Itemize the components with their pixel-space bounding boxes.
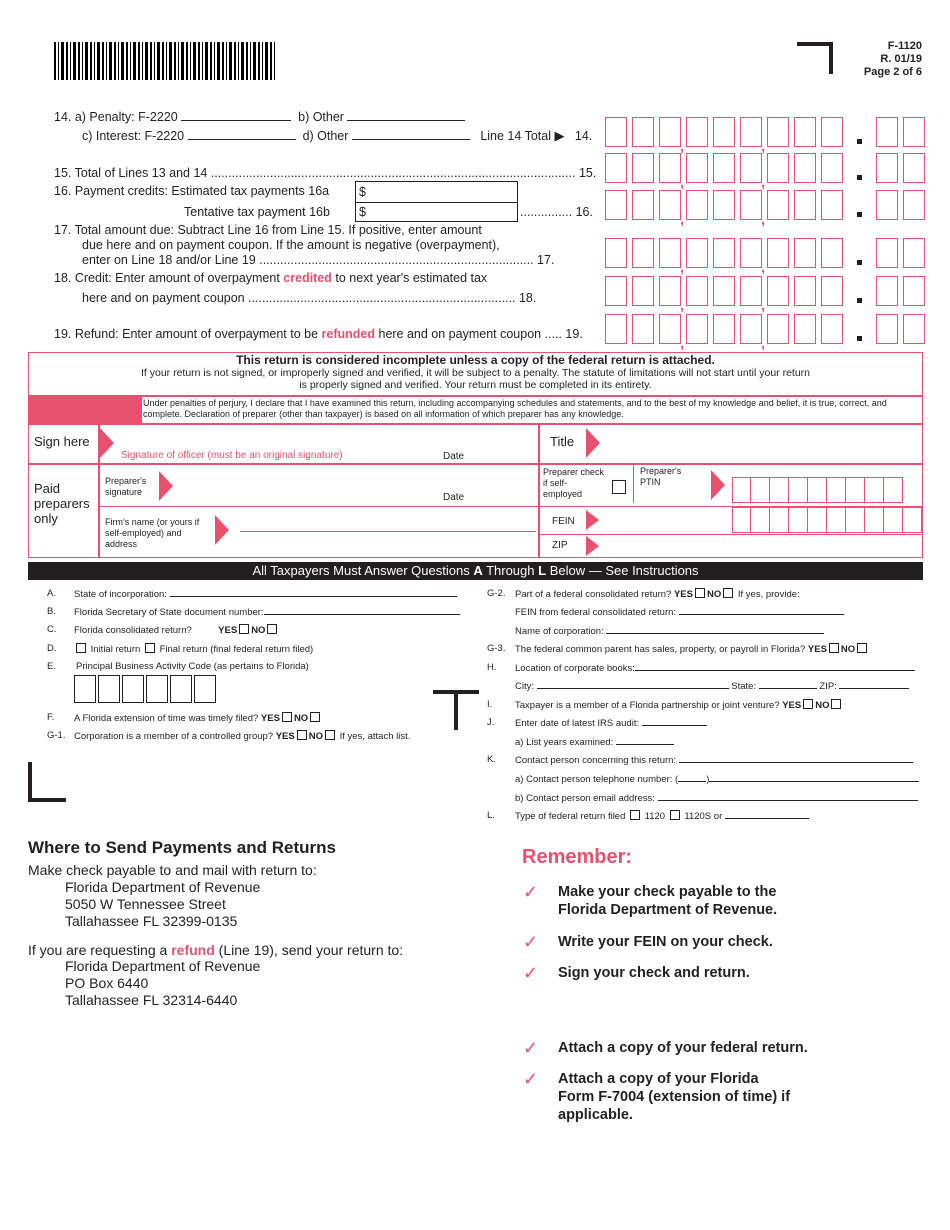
cents-box[interactable] — [903, 153, 925, 183]
1120-checkbox[interactable] — [630, 810, 640, 820]
registration-mark — [28, 762, 66, 802]
zip-label: ZIP — [552, 540, 568, 551]
phone-input[interactable] — [709, 773, 919, 782]
page-number: Page 2 of 6 — [863, 66, 922, 78]
digit-box[interactable] — [732, 477, 751, 503]
comma-separator: , — [680, 138, 684, 154]
digit-box[interactable] — [740, 117, 765, 154]
digit-box[interactable] — [789, 507, 808, 533]
cents-box[interactable] — [876, 276, 898, 306]
remember-item: Attach a copy of your federal return. — [558, 1040, 808, 1056]
remember-item: Attach a copy of your Florida Form F-7004 (extension of time) if applicable. — [558, 1071, 791, 1123]
comma-separator: , — [680, 259, 684, 275]
remember-item: Write your FEIN on your check. — [558, 934, 773, 950]
arrow-icon — [586, 428, 600, 458]
digit-box[interactable] — [827, 477, 846, 503]
question-kb: b) Contact person email address: — [515, 792, 918, 805]
digit-box[interactable] — [821, 117, 843, 147]
comma-separator: , — [680, 335, 684, 351]
letter-f: F. — [47, 712, 55, 723]
g2-name-input[interactable] — [606, 625, 824, 634]
digit-box[interactable] — [686, 238, 708, 268]
line-17a: 17. Total amount due: Subtract Line 16 from Line 15. If positive, enter amount — [54, 223, 482, 237]
check-icon: ✓ — [523, 963, 539, 983]
contact-input[interactable] — [679, 754, 913, 763]
letter-b: B. — [47, 606, 56, 617]
digit-box[interactable] — [884, 507, 903, 533]
divider — [538, 424, 540, 558]
arrow-icon — [711, 470, 725, 500]
question-c: Florida consolidated return? YES NO — [74, 624, 279, 637]
decimal-point — [857, 139, 862, 144]
digit-box[interactable] — [821, 238, 843, 268]
comma-separator: , — [761, 259, 765, 275]
f-no-checkbox[interactable] — [310, 712, 320, 722]
line-14a: 14. a) Penalty: F-2220 b) Other — [54, 110, 465, 125]
check-icon: ✓ — [523, 932, 539, 952]
line-16-num: ............... 16. — [520, 205, 593, 219]
letter-a: A. — [47, 588, 56, 599]
form-number: F-1120 — [887, 40, 922, 52]
digit-box[interactable] — [767, 314, 789, 344]
letter-l: L. — [487, 810, 495, 821]
question-l: Type of federal return filed 1120 1120S or — [515, 810, 809, 823]
cents-box[interactable] — [876, 314, 898, 344]
f-yes-checkbox[interactable] — [282, 712, 292, 722]
digit-box[interactable] — [794, 276, 816, 306]
digit-box[interactable] — [740, 276, 765, 313]
cents-box[interactable] — [876, 190, 898, 220]
cents-box[interactable] — [903, 238, 925, 268]
arrow-icon — [586, 536, 599, 556]
code-box[interactable] — [146, 675, 168, 703]
digit-box[interactable] — [884, 477, 903, 503]
line-16b: Tentative tax payment 16b — [184, 205, 330, 219]
paid-preparers-label: Paid preparers only — [34, 481, 90, 526]
divider — [28, 395, 923, 397]
check-icon: ✓ — [523, 1069, 539, 1089]
digit-box[interactable] — [751, 507, 770, 533]
registration-mark — [797, 42, 833, 74]
digit-box[interactable] — [846, 477, 865, 503]
digit-box[interactable] — [632, 276, 654, 306]
cents-box[interactable] — [876, 238, 898, 268]
decimal-point — [857, 175, 862, 180]
cents-box[interactable] — [903, 276, 925, 306]
comma-separator: , — [761, 335, 765, 351]
i-yes-checkbox[interactable] — [803, 699, 813, 709]
digit-box[interactable] — [821, 276, 843, 306]
digit-box[interactable] — [767, 238, 789, 268]
digit-box[interactable] — [605, 238, 627, 268]
16b-input[interactable]: $ — [355, 202, 518, 222]
code-box[interactable] — [170, 675, 192, 703]
letter-g1: G-1. — [47, 730, 66, 741]
question-k: Contact person concerning this return: — [515, 754, 913, 767]
address-line: Tallahassee FL 32314-6440 — [65, 992, 238, 1008]
digit-box[interactable] — [605, 117, 627, 147]
city-input[interactable] — [537, 680, 729, 689]
digit-box[interactable] — [770, 477, 789, 503]
g2-yes-checkbox[interactable] — [695, 588, 705, 598]
c-yes-checkbox[interactable] — [239, 624, 249, 634]
initial-checkbox[interactable] — [76, 643, 86, 653]
digit-box[interactable] — [767, 276, 789, 306]
digit-box[interactable] — [632, 238, 654, 268]
decimal-point — [857, 298, 862, 303]
ptin-input[interactable] — [732, 477, 903, 503]
g2-no-checkbox[interactable] — [723, 588, 733, 598]
cents-box[interactable] — [876, 153, 898, 183]
digit-box[interactable] — [713, 314, 735, 344]
question-g2: Part of a federal consolidated return? YES NO If yes, provide: — [515, 589, 800, 600]
digit-box[interactable] — [740, 238, 765, 275]
send-check-text: Make check payable to and mail with return to: — [28, 862, 317, 878]
line-17b: due here and on payment coupon. If the amount is negative (overpayment), — [82, 238, 500, 252]
letter-g3: G-3. — [487, 643, 506, 654]
g2-fein-input[interactable] — [679, 606, 844, 615]
16a-input[interactable]: $ — [355, 181, 518, 203]
digit-box[interactable] — [794, 238, 816, 268]
digit-box[interactable] — [659, 314, 684, 351]
comma-separator: , — [761, 211, 765, 227]
doc-number-input[interactable] — [264, 606, 460, 615]
question-h: Location of corporate books: — [515, 662, 915, 675]
digit-box[interactable] — [767, 153, 789, 183]
letter-k: K. — [487, 754, 496, 765]
firm-field[interactable] — [240, 531, 536, 532]
g1-yes-checkbox[interactable] — [297, 730, 307, 740]
line-19: 19. Refund: Enter amount of overpayment to be refunded here and on payment coupon ..... 19. — [54, 327, 583, 341]
digit-box[interactable] — [821, 314, 843, 344]
other-b-field[interactable] — [347, 110, 465, 121]
g1-no-checkbox[interactable] — [325, 730, 335, 740]
digit-box[interactable] — [713, 238, 735, 268]
line-14c: c) Interest: F-2220 d) Other Line 14 Total ▶ 14. — [82, 128, 593, 143]
years-input[interactable] — [616, 736, 674, 745]
digit-box[interactable] — [767, 190, 789, 220]
title-label: Title — [550, 434, 575, 449]
digit-box[interactable] — [794, 314, 816, 344]
officer-signature-field[interactable]: Signature of officer (must be an original signature) — [121, 450, 343, 461]
comma-separator: , — [680, 211, 684, 227]
letter-h: H. — [487, 662, 497, 673]
question-i: Taxpayer is a member of a Florida partnership or joint venture? YES NO — [515, 699, 843, 712]
decimal-point — [857, 212, 862, 217]
question-ka: a) Contact person telephone number: ( ) — [515, 773, 919, 786]
comma-separator: , — [761, 138, 765, 154]
digit-box[interactable] — [659, 276, 684, 313]
remember-title: Remember: — [522, 846, 633, 868]
question-a: State of incorporation: — [74, 588, 457, 601]
sign-here-label: Sign here — [34, 434, 90, 449]
perjury-statement: Under penalties of perjury, I declare that I have examined this return, including accompanying schedules and statements, and to the best of my knowledge and belief, it is true, correct, and complete. Declaration of preparer (other than taxpayer) is based on all information of which preparer has any knowledge. — [143, 398, 887, 419]
digit-box[interactable] — [659, 117, 684, 154]
activity-code-input[interactable] — [74, 675, 218, 703]
digit-box[interactable] — [686, 117, 708, 147]
question-f: A Florida extension of time was timely filed? YES NO — [74, 712, 322, 725]
code-box[interactable] — [98, 675, 120, 703]
question-d: Initial return Final return (final federal return filed) — [74, 643, 313, 656]
line-16a: 16. Payment credits: Estimated tax payments 16a — [54, 184, 330, 198]
refund-text: If you are requesting a refund (Line 19), send your return to: — [28, 942, 404, 958]
digit-box[interactable] — [821, 153, 843, 183]
letter-j: J. — [487, 717, 495, 728]
letter-d: D. — [47, 643, 57, 654]
notice-2: is properly signed and verified. Your return must be completed in its entirety. — [299, 379, 652, 391]
line-15-amount[interactable] — [605, 153, 930, 190]
address-line: 5050 W Tennessee Street — [65, 896, 226, 912]
line-18b: here and on payment coupon ............................................................................. 18. — [82, 291, 537, 305]
digit-box[interactable] — [903, 507, 922, 533]
letter-e: E. — [47, 661, 56, 672]
question-j: Enter date of latest IRS audit: — [515, 717, 707, 730]
digit-box[interactable] — [713, 276, 735, 306]
final-checkbox[interactable] — [145, 643, 155, 653]
comma-separator: , — [680, 297, 684, 313]
digit-box[interactable] — [686, 190, 708, 220]
barcode — [54, 42, 276, 80]
self-employed-label: Preparer check if self-employed — [543, 467, 605, 499]
arrow-icon — [100, 428, 114, 458]
1120s-checkbox[interactable] — [670, 810, 680, 820]
letter-c: C. — [47, 624, 57, 635]
digit-box[interactable] — [732, 507, 751, 533]
decimal-point — [857, 260, 862, 265]
digit-box[interactable] — [632, 190, 654, 220]
digit-box[interactable] — [821, 190, 843, 220]
address-line: Florida Department of Revenue — [65, 879, 261, 895]
code-box[interactable] — [74, 675, 96, 703]
digit-box[interactable] — [686, 153, 708, 183]
preparer-date-label: Date — [443, 492, 465, 503]
line-14-amount[interactable] — [605, 117, 930, 154]
digit-box[interactable] — [794, 190, 816, 220]
line-16-amount[interactable] — [605, 190, 930, 227]
email-input[interactable] — [658, 792, 918, 801]
address-line: Florida Department of Revenue — [65, 958, 261, 974]
line-17-amount[interactable] — [605, 238, 930, 275]
digit-box[interactable] — [605, 276, 627, 306]
notice-bold: This return is considered incomplete unless a copy of the federal return is attached. — [236, 353, 715, 367]
digit-box[interactable] — [740, 190, 765, 227]
cents-box[interactable] — [876, 117, 898, 147]
digit-box[interactable] — [789, 477, 808, 503]
digit-box[interactable] — [827, 507, 846, 533]
questions-header: All Taxpayers Must Answer Questions A Through L Below — See Instructions — [28, 562, 923, 580]
remember-item: Sign your check and return. — [558, 965, 750, 981]
cents-box[interactable] — [903, 190, 925, 220]
fein-label: FEIN — [552, 516, 575, 527]
line-17c: enter on Line 18 and/or Line 19 ............................................................................... 17. — [82, 253, 555, 267]
digit-box[interactable] — [713, 153, 735, 183]
digit-box[interactable] — [865, 507, 884, 533]
ptin-label: Preparer's PTIN — [640, 466, 682, 487]
g3-no-checkbox[interactable] — [857, 643, 867, 653]
address-line: PO Box 6440 — [65, 975, 149, 991]
line-18-amount[interactable] — [605, 276, 930, 313]
digit-box[interactable] — [751, 477, 770, 503]
digit-box[interactable] — [659, 153, 684, 190]
digit-box[interactable] — [605, 153, 627, 183]
form-id — [864, 40, 922, 79]
interest-field[interactable] — [188, 129, 296, 140]
digit-box[interactable] — [632, 117, 654, 147]
check-icon: ✓ — [523, 882, 539, 902]
i-no-checkbox[interactable] — [831, 699, 841, 709]
line-15: 15. Total of Lines 13 and 14 ......................................................................................................... 15. — [54, 166, 597, 180]
divider — [633, 463, 634, 503]
divider — [28, 463, 923, 465]
fein-input[interactable] — [732, 507, 922, 533]
question-ja: a) List years examined: — [515, 736, 674, 749]
books-location-input[interactable] — [635, 662, 915, 671]
digit-box[interactable] — [846, 507, 865, 533]
digit-box[interactable] — [808, 477, 827, 503]
c-no-checkbox[interactable] — [267, 624, 277, 634]
digit-box[interactable] — [770, 507, 789, 533]
line-19-amount[interactable] — [605, 314, 930, 351]
question-b: Florida Secretary of State document number: — [74, 606, 460, 619]
notice-1: If your return is not signed, or improperly signed and verified, it will be subject to a penalty. The statute of limitations will not start until your return — [140, 367, 811, 379]
line-18a: 18. Credit: Enter amount of overpayment credited to next year's estimated tax — [54, 271, 488, 285]
other-d-field[interactable] — [352, 129, 470, 140]
self-employed-checkbox[interactable] — [612, 480, 626, 494]
digit-box[interactable] — [808, 507, 827, 533]
digit-box[interactable] — [686, 314, 708, 344]
g2-fein: FEIN from federal consolidated return: — [515, 606, 844, 619]
divider — [28, 423, 923, 425]
letter-g2: G-2. — [487, 588, 506, 599]
h-address: City: State: ZIP: — [515, 680, 909, 693]
decimal-point — [857, 336, 862, 341]
g2-name: Name of corporation: — [515, 625, 824, 638]
arrow-icon — [159, 471, 173, 501]
digit-box[interactable] — [659, 238, 684, 275]
digit-box[interactable] — [713, 117, 735, 147]
question-e: Principal Business Activity Code (as pertains to Florida) — [76, 661, 309, 672]
code-box[interactable] — [122, 675, 144, 703]
g3-yes-checkbox[interactable] — [829, 643, 839, 653]
digit-box[interactable] — [794, 153, 816, 183]
state-input[interactable] — [170, 588, 457, 597]
digit-box[interactable] — [686, 276, 708, 306]
digit-box[interactable] — [740, 314, 765, 351]
question-g3: The federal common parent has sales, property, or payroll in Florida? YES NO — [515, 643, 869, 656]
preparer-signature-label: Preparer's signature — [105, 476, 147, 497]
digit-box[interactable] — [632, 314, 654, 344]
comma-separator: , — [761, 174, 765, 190]
code-box[interactable] — [194, 675, 216, 703]
digit-box[interactable] — [713, 190, 735, 220]
form-revision: R. 01/19 — [880, 53, 922, 65]
divider — [538, 534, 923, 535]
digit-box[interactable] — [632, 153, 654, 183]
digit-box[interactable] — [794, 117, 816, 147]
remember-item: Make your check payable to the Florida Department of Revenue. — [558, 884, 778, 918]
cents-box[interactable] — [903, 314, 925, 344]
audit-date-input[interactable] — [642, 717, 707, 726]
check-icon: ✓ — [523, 1038, 539, 1058]
digit-box[interactable] — [740, 153, 765, 190]
penalty-field[interactable] — [181, 110, 291, 121]
arrow-icon — [215, 515, 229, 545]
perjury-band — [28, 396, 142, 423]
digit-box[interactable] — [605, 314, 627, 344]
zip-input[interactable] — [839, 680, 909, 689]
state-input[interactable] — [759, 680, 817, 689]
cents-box[interactable] — [903, 117, 925, 147]
area-code-input[interactable] — [678, 773, 706, 782]
other-type-input[interactable] — [725, 810, 809, 819]
comma-separator: , — [761, 297, 765, 313]
officer-date-label: Date — [443, 451, 465, 462]
digit-box[interactable] — [767, 117, 789, 147]
firm-label: Firm's name (or yours if self-employed) and address — [105, 517, 200, 549]
send-title: Where to Send Payments and Returns — [28, 838, 336, 857]
digit-box[interactable] — [659, 190, 684, 227]
registration-mark — [454, 690, 458, 730]
question-g1: Corporation is a member of a controlled group? YES NO If yes, attach list. — [74, 731, 411, 742]
digit-box[interactable] — [605, 190, 627, 220]
letter-i: I. — [487, 699, 493, 710]
arrow-icon — [586, 510, 599, 530]
digit-box[interactable] — [865, 477, 884, 503]
comma-separator: , — [680, 174, 684, 190]
address-line: Tallahassee FL 32399-0135 — [65, 913, 238, 929]
